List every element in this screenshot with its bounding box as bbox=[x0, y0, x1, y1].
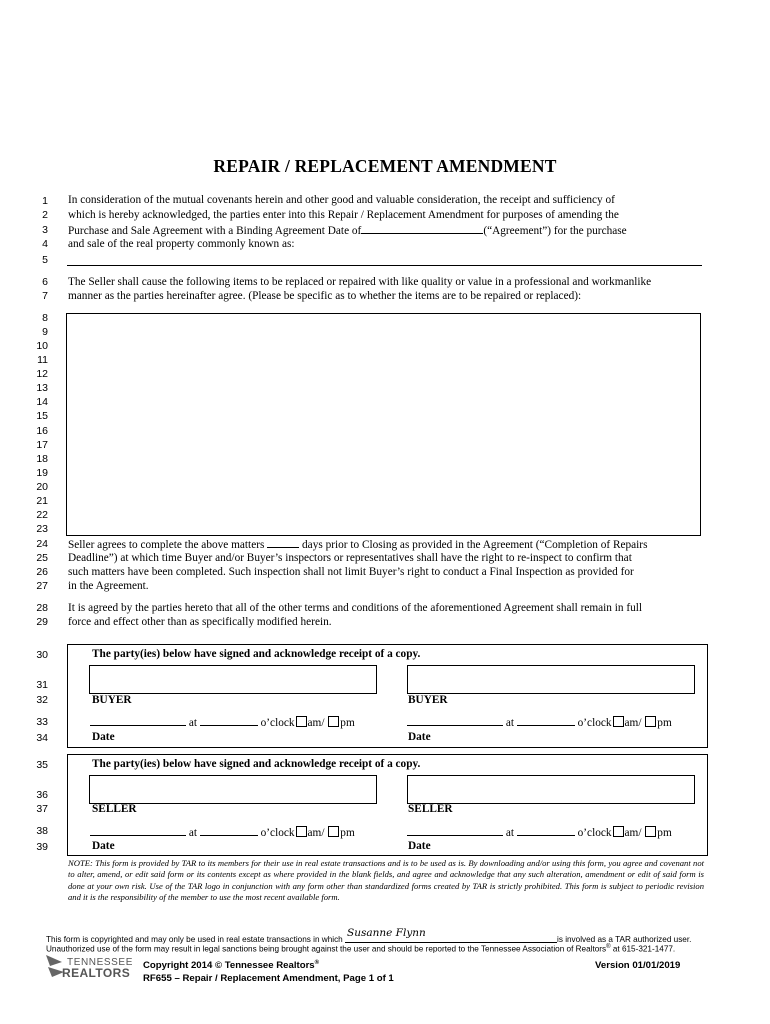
line-number: 18 bbox=[36, 453, 48, 465]
at-label: at bbox=[188, 717, 197, 729]
line-number: 34 bbox=[36, 732, 48, 744]
line-number: 20 bbox=[36, 481, 48, 493]
pm-label: pm bbox=[657, 717, 672, 729]
line-number: 8 bbox=[42, 312, 48, 324]
seller-2-am-checkbox[interactable] bbox=[613, 826, 624, 837]
buyer-2-pm-checkbox[interactable] bbox=[645, 716, 656, 727]
days-prior-label: days prior to Closing as provided in the Agreement (“Completion of Repairs bbox=[302, 539, 648, 551]
line-number: 26 bbox=[36, 566, 48, 578]
repair-instruction-line-1: The Seller shall cause the following items to be replaced or repaired with like quality or value in a professional and workmanlike bbox=[68, 276, 652, 288]
completion-line-3: such matters have been completed. Such inspection shall not limit Buyer’s right to conduct a Final Inspection as provided for bbox=[68, 566, 634, 578]
am-label: am/ bbox=[307, 827, 325, 839]
seller-2-signature-field[interactable] bbox=[407, 775, 695, 804]
terms-line-2: force and effect other than as specifically modified herein. bbox=[68, 616, 332, 628]
line-number: 7 bbox=[42, 290, 48, 302]
line-number: 5 bbox=[42, 254, 48, 266]
seller-1-date-label: Date bbox=[92, 840, 115, 852]
buyer-2-label: BUYER bbox=[408, 694, 448, 706]
seller-1-time-field[interactable] bbox=[200, 825, 258, 836]
line-number: 16 bbox=[36, 425, 48, 437]
seller-2-date-field[interactable] bbox=[407, 825, 503, 836]
completion-label: Seller agrees to complete the above matters bbox=[68, 539, 265, 551]
line-number: 27 bbox=[36, 580, 48, 592]
line-number: 4 bbox=[42, 238, 48, 250]
line-number: 15 bbox=[36, 410, 48, 422]
line-number: 1 bbox=[42, 195, 48, 207]
seller-1-date-field[interactable] bbox=[90, 825, 186, 836]
buyer-1-date-field[interactable] bbox=[90, 715, 186, 726]
line-number: 19 bbox=[36, 467, 48, 479]
logo-tennessee: TENNESSEE bbox=[67, 957, 133, 968]
line-number: 37 bbox=[36, 803, 48, 815]
unauthorized-use-line bbox=[46, 944, 675, 954]
buyer-2-time-field[interactable] bbox=[517, 715, 575, 726]
am-label: am/ bbox=[624, 717, 642, 729]
seller-2-pm-checkbox[interactable] bbox=[645, 826, 656, 837]
buyer-1-label: BUYER bbox=[92, 694, 132, 706]
buyer-section-heading: The party(ies) below have signed and acknowledge receipt of a copy. bbox=[92, 648, 421, 660]
seller-2-date-label: Date bbox=[408, 840, 431, 852]
line-number: 3 bbox=[42, 224, 48, 236]
authorized-user-name: Susanne Flynn bbox=[347, 927, 426, 939]
oclock-label: o’clock bbox=[260, 827, 295, 839]
buyer-1-date-row bbox=[90, 715, 355, 729]
line-number: 12 bbox=[36, 368, 48, 380]
completion-line-2: Deadline”) at which time Buyer and/or Buyer’s inspectors or representatives shall have the right to re-inspect to confirm that bbox=[68, 552, 632, 564]
terms-line-1: It is agreed by the parties hereto that all of the other terms and conditions of the aforementioned Agreement shall remain in full bbox=[68, 602, 643, 614]
completion-line-4: in the Agreement. bbox=[68, 580, 149, 592]
line-number: 38 bbox=[36, 825, 48, 837]
registered-mark: ® bbox=[606, 944, 611, 950]
consideration-line-1: In consideration of the mutual covenants herein and other good and valuable consideration, the receipt and sufficiency of bbox=[68, 194, 615, 206]
line-number: 35 bbox=[36, 759, 48, 771]
copyright-notice bbox=[143, 960, 319, 971]
buyer-1-date-label: Date bbox=[92, 731, 115, 743]
consideration-line-4: and sale of the real property commonly known as: bbox=[68, 238, 295, 250]
line-number: 30 bbox=[36, 649, 48, 661]
at-label: at bbox=[505, 827, 514, 839]
buyer-1-time-field[interactable] bbox=[200, 715, 258, 726]
oclock-label: o’clock bbox=[577, 717, 612, 729]
line-number: 17 bbox=[36, 439, 48, 451]
oclock-label: o’clock bbox=[577, 827, 612, 839]
form-identifier: RF655 – Repair / Replacement Amendment, Page 1 of 1 bbox=[143, 973, 394, 984]
am-label: am/ bbox=[307, 717, 325, 729]
am-label: am/ bbox=[624, 827, 642, 839]
buyer-2-date-label: Date bbox=[408, 731, 431, 743]
logo-realtors: REALTORS bbox=[62, 966, 131, 980]
binding-agreement-date-field[interactable] bbox=[361, 223, 483, 234]
line-number: 23 bbox=[36, 523, 48, 535]
seller-1-am-checkbox[interactable] bbox=[296, 826, 307, 837]
seller-1-pm-checkbox[interactable] bbox=[328, 826, 339, 837]
seller-signature-section bbox=[67, 754, 708, 856]
registered-mark: ® bbox=[314, 960, 320, 966]
seller-1-date-row bbox=[90, 825, 355, 839]
line-number: 28 bbox=[36, 602, 48, 614]
seller-2-time-field[interactable] bbox=[517, 825, 575, 836]
line-number: 13 bbox=[36, 382, 48, 394]
legal-note: NOTE: This form is provided by TAR to its members for their use in real estate transactions and is to be used as is. By downloading and/or using this form, you agree and covenant not to alter, amend, or edit said form or its contents except as where provided in the blank fields, and agree and acknowledge that any such alteration, amendment or edit of said form is done at your own risk. Use of the TAR logo in conjunction with any form other than standardized forms created by TAR is strictly prohibited. This form is subject to periodic revision and it is the responsibility of the member to use the most recent available form. bbox=[68, 858, 704, 903]
line-number: 9 bbox=[42, 326, 48, 338]
unauthorized-use-text: Unauthorized use of the form may result in legal sanctions being brought against the user and should be reported to the Tennessee Association of Realtors bbox=[46, 944, 607, 954]
consideration-line-3 bbox=[68, 223, 702, 238]
copyright-text: Copyright 2014 © Tennessee Realtors bbox=[143, 960, 315, 972]
repair-instruction-line-2: manner as the parties hereinafter agree. (Please be specific as to whether the items are to be repaired or replaced): bbox=[68, 290, 582, 302]
at-label: at bbox=[505, 717, 514, 729]
line-number: 31 bbox=[36, 679, 48, 691]
seller-2-date-row bbox=[407, 825, 672, 839]
line-number: 33 bbox=[36, 716, 48, 728]
buyer-1-am-checkbox[interactable] bbox=[296, 716, 307, 727]
buyer-2-signature-field[interactable] bbox=[407, 665, 695, 694]
authorized-user-field bbox=[345, 927, 557, 943]
pm-label: pm bbox=[340, 717, 355, 729]
at-label: at bbox=[188, 827, 197, 839]
line-number: 29 bbox=[36, 616, 48, 628]
pm-label: pm bbox=[657, 827, 672, 839]
form-version: Version 01/01/2019 bbox=[595, 960, 681, 971]
copyright-usage-text: This form is copyrighted and may only be used in real estate transactions in which bbox=[46, 935, 343, 944]
line-number: 24 bbox=[36, 538, 48, 550]
line-number: 2 bbox=[42, 209, 48, 221]
days-prior-field[interactable] bbox=[267, 537, 299, 548]
phone-text: at 615-321-1477. bbox=[610, 944, 676, 954]
consideration-line-2: which is hereby acknowledged, the parties enter into this Repair / Replacement Amendment for purposes of amending the bbox=[68, 209, 619, 221]
line-number: 10 bbox=[36, 340, 48, 352]
line-number: 6 bbox=[42, 276, 48, 288]
oclock-label: o’clock bbox=[260, 717, 295, 729]
buyer-1-signature-field[interactable] bbox=[89, 665, 377, 694]
completion-line-1 bbox=[68, 537, 702, 552]
seller-2-label: SELLER bbox=[408, 803, 453, 815]
line-number: 36 bbox=[36, 789, 48, 801]
seller-section-heading: The party(ies) below have signed and acknowledge receipt of a copy. bbox=[92, 758, 421, 770]
buyer-signature-section bbox=[67, 644, 708, 748]
line-number: 25 bbox=[36, 552, 48, 564]
line-number: 11 bbox=[37, 354, 48, 366]
copyright-usage-line bbox=[46, 927, 692, 944]
authorized-user-suffix: is involved as a TAR authorized user. bbox=[557, 935, 692, 944]
binding-date-label: Purchase and Sale Agreement with a Binding Agreement Date of bbox=[68, 225, 362, 237]
buyer-2-date-row bbox=[407, 715, 672, 729]
pm-label: pm bbox=[340, 827, 355, 839]
buyer-2-am-checkbox[interactable] bbox=[613, 716, 624, 727]
line-number: 22 bbox=[36, 509, 48, 521]
agreement-label: (“Agreement”) for the purchase bbox=[483, 225, 627, 237]
buyer-2-date-field[interactable] bbox=[407, 715, 503, 726]
seller-1-label: SELLER bbox=[92, 803, 137, 815]
page-title: REPAIR / REPLACEMENT AMENDMENT bbox=[213, 156, 557, 176]
buyer-1-pm-checkbox[interactable] bbox=[328, 716, 339, 727]
line-number: 32 bbox=[36, 694, 48, 706]
line-number: 39 bbox=[36, 841, 48, 853]
repair-items-textarea[interactable] bbox=[66, 313, 701, 536]
line-number: 14 bbox=[36, 396, 48, 408]
property-address-field[interactable] bbox=[67, 265, 702, 266]
line-number: 21 bbox=[36, 495, 48, 507]
seller-1-signature-field[interactable] bbox=[89, 775, 377, 804]
